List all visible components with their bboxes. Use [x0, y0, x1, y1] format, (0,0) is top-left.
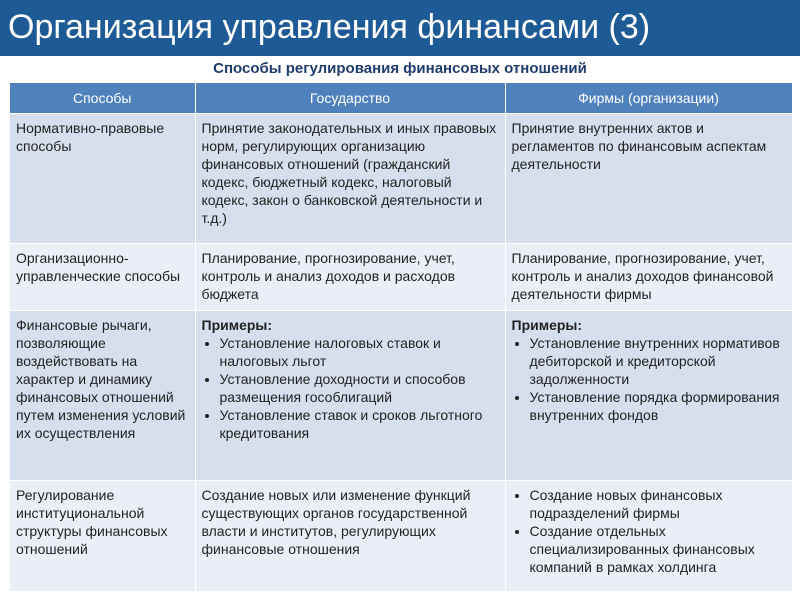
- table-row: [10, 481, 792, 591]
- state-cell: [195, 311, 505, 481]
- list-item: • Установление порядка формирования внутренних фондов: [530, 388, 786, 424]
- list-item: • Установление ставок и сроков льготного кредитования: [220, 406, 499, 442]
- list-item: • Установление налоговых ставок и налоговых льгот: [220, 334, 499, 370]
- list-item: • Создание отдельных специализированных финансовых компаний в рамках холдинга: [530, 522, 786, 576]
- firm-cell: Планирование, прогнозирование, учет, контроль и анализ доходов финансовой деятельности фирмы: [505, 244, 792, 311]
- method-cell: Организационно-управленческие способы: [10, 244, 195, 311]
- firm-cell: [505, 481, 792, 591]
- page-title: Организация управления финансами (3): [8, 8, 651, 46]
- examples-label: Примеры:: [201, 317, 273, 333]
- list-item: • Создание новых финансовых подразделений фирмы: [530, 486, 786, 522]
- firm-examples-list: [512, 334, 786, 424]
- method-cell: Регулирование институциональной структуры финансовых отношений: [10, 481, 195, 591]
- title-bar: [0, 0, 800, 56]
- column-header-methods: Способы: [10, 83, 195, 114]
- examples-label: Примеры:: [511, 317, 583, 333]
- list-item: • Установление доходности и способов размещения гособлигаций: [220, 370, 499, 406]
- state-cell: Планирование, прогнозирование, учет, контроль и анализ доходов и расходов бюджета: [195, 244, 505, 311]
- column-header-state: Государство: [195, 83, 505, 114]
- table-subtitle: Способы регулирования финансовых отношений: [213, 60, 587, 77]
- method-cell: Финансовые рычаги, позволяющие воздействовать на характер и динамику финансовых отношений путем изменения условий их осуществления: [10, 311, 195, 481]
- firm-cell: Принятие внутренних актов и регламентов по финансовым аспектам деятельности: [505, 114, 792, 244]
- state-cell: Создание новых или изменение функций существующих органов государственной власти и институтов, регулирующих финансовые отношения: [195, 481, 505, 591]
- table-row: [10, 311, 792, 481]
- method-cell: Нормативно-правовые способы: [10, 114, 195, 244]
- state-cell: Принятие законодательных и иных правовых норм, регулирующих организацию финансовых отношений (гражданский кодекс, бюджетный кодекс, налоговый кодекс, закон о банковской деятельности и т.д.): [195, 114, 505, 244]
- regulation-table: [10, 83, 793, 591]
- table-header-row: [10, 83, 792, 114]
- firm-cell: [505, 311, 792, 481]
- firm-list: [512, 486, 786, 576]
- table-row: [10, 244, 792, 311]
- list-item: • Установление внутренних нормативов дебиторской и кредиторской задолженности: [530, 334, 786, 388]
- column-header-firms: Фирмы (организации): [505, 83, 792, 114]
- state-examples-list: [202, 334, 499, 442]
- table-row: [10, 114, 792, 244]
